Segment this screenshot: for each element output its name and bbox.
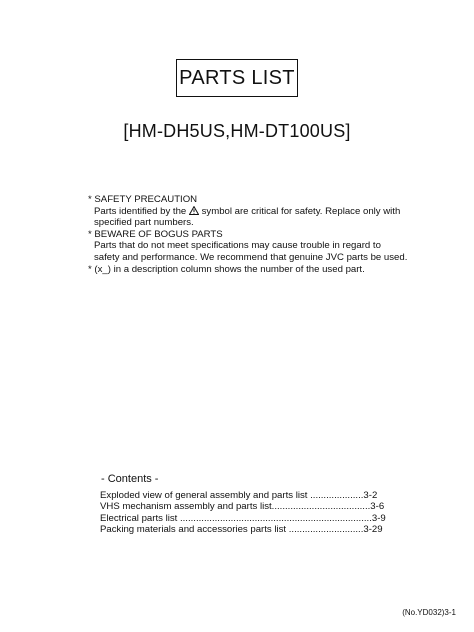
page-number: (No.YD032)3-1 — [402, 608, 456, 617]
toc-item-packing-materials[interactable]: Packing materials and accessories parts list ............................3-29 — [100, 524, 383, 536]
toc-item-vhs-mechanism[interactable]: VHS mechanism assembly and parts list.....................................3-6 — [100, 501, 385, 513]
safety-text-line2: specified part numbers. — [94, 217, 194, 229]
bogus-text — [88, 240, 418, 263]
toc-item-electrical-parts[interactable]: Electrical parts list ........................................................................3-9 — [100, 512, 386, 524]
model-numbers: [HM-DH5US,HM-DT100US] — [123, 121, 351, 141]
safety-text-end: symbol are critical for safety. Replace only with — [198, 205, 401, 217]
page-title: PARTS LIST — [179, 66, 295, 89]
safety-heading: * SAFETY PRECAUTION — [88, 194, 198, 205]
bogus-heading: * BEWARE OF BOGUS PARTS — [88, 228, 223, 240]
safety-text-start: Parts identified by the — [94, 205, 189, 217]
quantity-note: * (x_) in a description column shows the number of the used part. — [88, 263, 365, 275]
contents-title: - Contents - — [101, 473, 159, 485]
notes-section — [88, 194, 418, 275]
warning-triangle-icon — [189, 206, 199, 217]
page-title-box — [176, 59, 298, 97]
safety-text — [88, 206, 418, 229]
table-of-contents — [100, 490, 400, 536]
bogus-text-line1: Parts that do not meet specifications may cause trouble in regard to — [94, 240, 381, 252]
toc-item-exploded-view[interactable]: Exploded view of general assembly and parts list ....................3-2 — [100, 490, 378, 501]
bogus-text-line2: safety and performance. We recommend that genuine JVC parts be used. — [94, 251, 408, 263]
